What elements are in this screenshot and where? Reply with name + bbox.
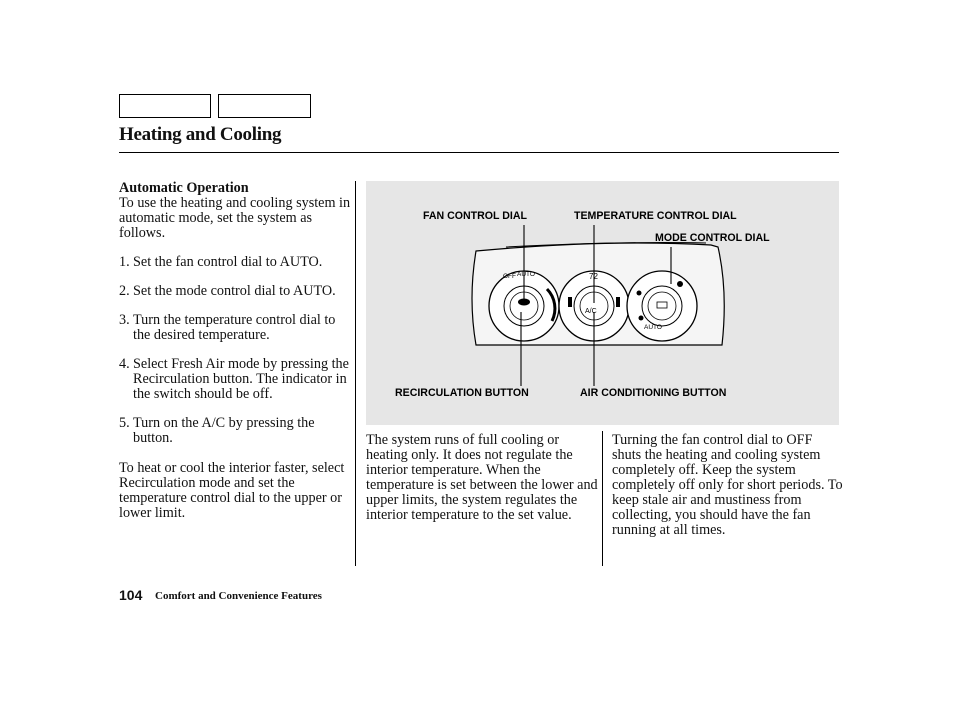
section-heading: Automatic Operation bbox=[119, 180, 249, 196]
title-rule bbox=[119, 152, 839, 153]
temperature-control-dial-callout: TEMPERATURE CONTROL DIAL bbox=[574, 210, 737, 222]
header-tab-box-1 bbox=[119, 94, 211, 118]
step-item bbox=[119, 284, 351, 299]
mode-control-dial bbox=[627, 271, 697, 341]
left-column bbox=[119, 181, 351, 521]
column-divider-left bbox=[355, 181, 356, 566]
climate-control-figure bbox=[366, 181, 839, 425]
step-text: Turn on the A/C by pressing the button. bbox=[133, 415, 315, 446]
middle-column: The system runs of full cooling or heating only. It does not regulate the interior temperature. When the temperature is set between the lower and upper limits, the system regulates the interior temperature to the set value. bbox=[366, 432, 598, 523]
page-number: 104 bbox=[119, 587, 143, 603]
fan-auto-label: AUTO bbox=[517, 271, 535, 278]
step-text: Set the mode control dial to AUTO. bbox=[133, 283, 336, 299]
fan-control-dial-callout: FAN CONTROL DIAL bbox=[423, 210, 527, 222]
steps-list bbox=[119, 255, 351, 446]
air-conditioning-button-callout: AIR CONDITIONING BUTTON bbox=[580, 387, 727, 399]
column-divider-right bbox=[602, 431, 603, 566]
step-item bbox=[119, 357, 351, 402]
step-number: 1. bbox=[119, 254, 130, 270]
closing-paragraph: To heat or cool the interior faster, select Recirculation mode and set the temperature control dial to the upper or lower limit. bbox=[119, 460, 345, 521]
step-text: Set the fan control dial to AUTO. bbox=[133, 254, 323, 270]
temperature-value-label: 72 bbox=[589, 272, 598, 281]
footer-section-name: Comfort and Convenience Features bbox=[155, 590, 322, 602]
page-title: Heating and Cooling bbox=[119, 124, 282, 145]
step-item bbox=[119, 416, 351, 446]
step-number: 5. bbox=[119, 415, 130, 431]
intro-paragraph: To use the heating and cooling system in automatic mode, set the system as follows. bbox=[119, 195, 351, 241]
right-column: Turning the fan control dial to OFF shuts the heating and cooling system completely off. Keep the system completely off only for short periods. To keep stale air and mustiness from collecting, you should have the fan running at all times. bbox=[612, 432, 843, 538]
fan-off-label: OFF bbox=[503, 273, 516, 280]
mode-auto-label: AUTO bbox=[644, 324, 662, 331]
step-item bbox=[119, 313, 351, 343]
step-number: 4. bbox=[119, 356, 130, 372]
step-item bbox=[119, 255, 351, 270]
recirculation-button-callout: RECIRCULATION BUTTON bbox=[395, 387, 529, 399]
step-text: Turn the temperature control dial to the desired temperature. bbox=[133, 312, 336, 343]
step-number: 2. bbox=[119, 283, 130, 299]
mode-control-dial-callout: MODE CONTROL DIAL bbox=[655, 232, 770, 244]
header-tab-box-2 bbox=[218, 94, 311, 118]
ac-button-label: A/C bbox=[585, 308, 597, 315]
step-text: Select Fresh Air mode by pressing the Recirculation button. The indicator in the switch should be off. bbox=[133, 356, 349, 402]
step-number: 3. bbox=[119, 312, 130, 328]
